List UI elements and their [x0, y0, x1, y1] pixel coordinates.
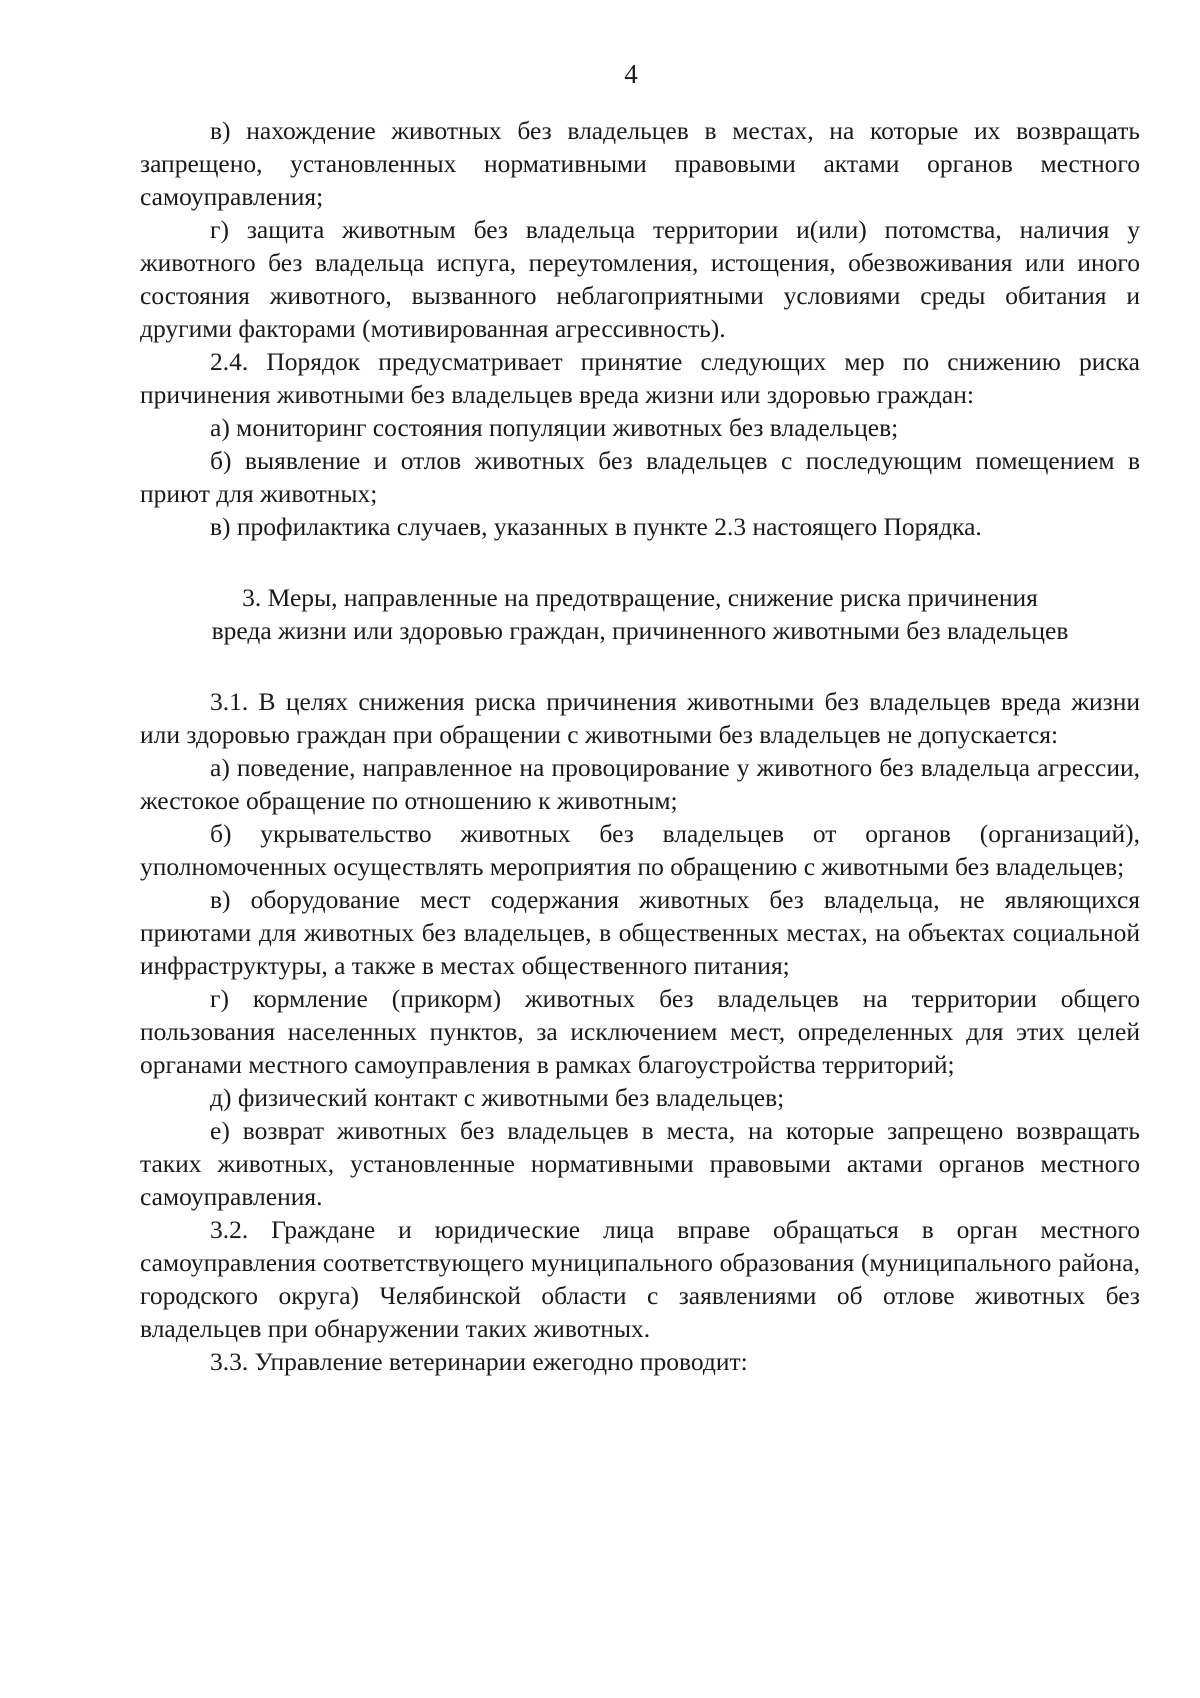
paragraph-item-g: г) защита животным без владельца территории и(или) потомства, наличия у животного без владельца испуга, переутомления, истощения, обезвоживания или иного состояния животного, вызванного неблагоприятными условиями среды обитания и другими факторами (мотивированная агрессивность). [140, 215, 1140, 343]
paragraph-3-1-v: в) оборудование мест содержания животных без владельца, не являющихся приютами для животных без владельцев, в общественных местах, на объектах социальной инфраструктуры, а также в местах общественного питания; [140, 885, 1140, 980]
paragraph-3-1-e: е) возврат животных без владельцев в места, на которые запрещено возвращать таких животных, установленные нормативными правовыми актами органов местного самоуправления. [140, 1116, 1140, 1211]
paragraph-item-v: в) нахождение животных без владельцев в местах, на которые их возвращать запрещено, установленных нормативными правовыми актами органов местного самоуправления; [140, 116, 1140, 211]
paragraph-3-2: 3.2. Граждане и юридические лица вправе обращаться в орган местного самоуправления соответствующего муниципального образования (муниципального района, городского округа) Челябинской области с заявлениями об отлове животных без владельцев при обнаружении таких животных. [140, 1215, 1140, 1343]
paragraph-3-1-d: д) физический контакт с животными без владельцев; [210, 1083, 785, 1112]
paragraph-measure-b: б) выявление и отлов животных без владельцев с последующим помещением в приют для животных; [140, 446, 1140, 508]
section-3-heading-line2: вреда жизни или здоровью граждан, причиненного животными без владельцев [211, 616, 1069, 645]
paragraph-3-1-a: а) поведение, направленное на провоцирование у животного без владельца агрессии, жестокое обращение по отношению к животным; [140, 753, 1140, 815]
paragraph-3-1: 3.1. В целях снижения риска причинения животными без владельцев вреда жизни или здоровью граждан при обращении с животными без владельцев не допускается: [140, 687, 1140, 749]
paragraph-measure-a: а) мониторинг состояния популяции животных без владельцев; [210, 413, 899, 442]
paragraph-3-3: 3.3. Управление ветеринарии ежегодно проводит: [210, 1347, 748, 1376]
paragraph-measure-v: в) профилактика случаев, указанных в пункте 2.3 настоящего Порядка. [210, 512, 982, 541]
paragraph-3-1-b: б) укрывательство животных без владельцев от органов (организаций), уполномоченных осуществлять мероприятия по обращению с животными без владельцев; [140, 819, 1140, 881]
document-body [140, 114, 1140, 1378]
page-number: 4 [624, 59, 638, 89]
section-3-heading-line1: 3. Меры, направленные на предотвращение, снижение риска причинения [242, 583, 1038, 612]
section-3-heading [140, 581, 1140, 647]
paragraph-3-1-g: г) кормление (прикорм) животных без владельцев на территории общего пользования населенных пунктов, за исключением мест, определенных для этих целей органами местного самоуправления в рамках благоустройства территорий; [140, 984, 1140, 1079]
paragraph-2-4: 2.4. Порядок предусматривает принятие следующих мер по снижению риска причинения животными без владельцев вреда жизни или здоровью граждан: [140, 347, 1140, 409]
